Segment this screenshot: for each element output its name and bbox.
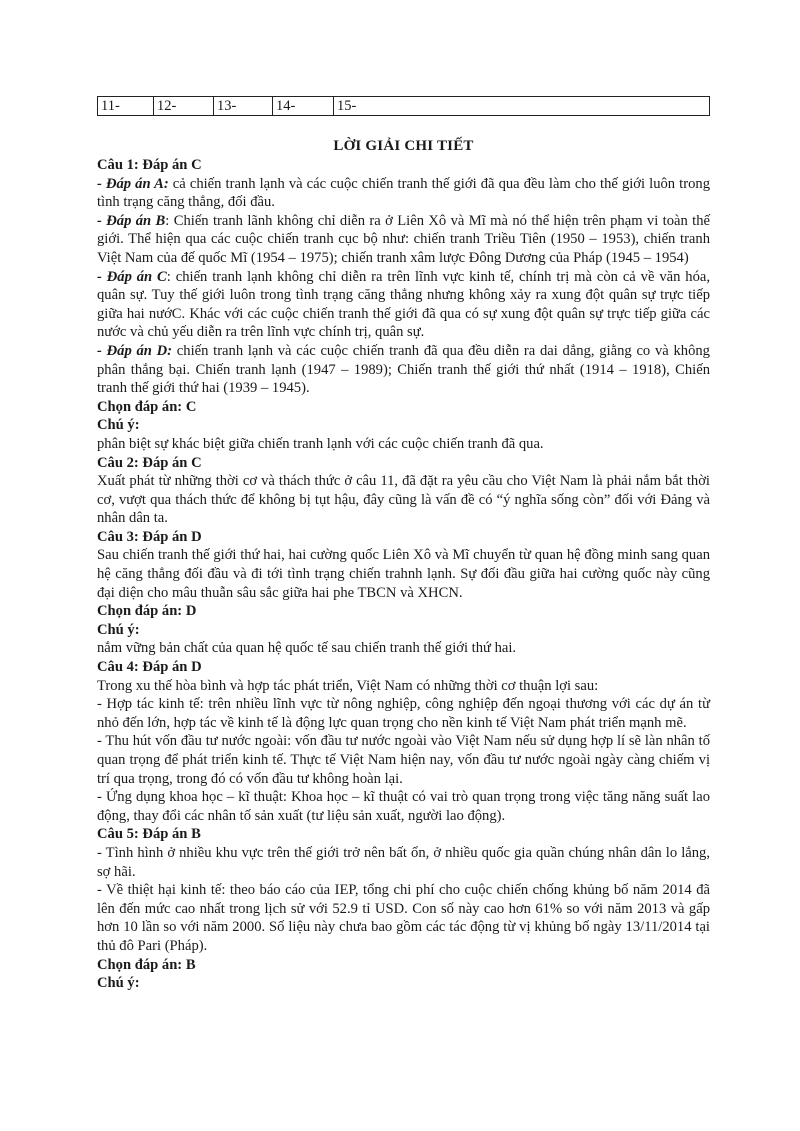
option-explanation (97, 175, 710, 212)
option-label: - Đáp án B (97, 212, 166, 229)
option-explanation (97, 268, 710, 342)
answer-heading: Chọn đáp án: D (97, 603, 197, 620)
body-paragraph: - Ứng dụng khoa học – kĩ thuật: Khoa học – kĩ thuật có vai trò quan trọng trong việc tăng năng suất lao động, thay đổi các nhân tố sản xuất (tư liệu sản xuất, người lao động). (97, 789, 710, 824)
option-explanation (97, 212, 710, 268)
answer-heading: Chọn đáp án: C (97, 398, 197, 415)
section-title: LỜI GIẢI CHI TIẾT (333, 138, 474, 154)
option-text: : chiến tranh lạnh không chỉ diễn ra trên lĩnh vực kinh tế, chính trị mà còn cả về văn hóa, quân sự. Tuy thế giới luôn trong tình trạng căng thẳng nhưng không xảy ra xung đột quân sự trực tiếp giữa hai nướC. Khác với các cuộc chiến tranh thế giới đã qua có sự xung đột quân sự trực tiếp giữa các nước và chủ yếu diễn ra trên lĩnh vực chính trị, quân sự. (97, 268, 710, 341)
answer-heading: Chọn đáp án: B (97, 956, 196, 973)
answer-cell: 15- (334, 97, 710, 116)
body-paragraph: - Hợp tác kinh tế: trên nhiều lĩnh vực từ nông nghiệp, công nghiệp đến ngoại thương với các dự án từ nhỏ đến lớn, hợp tác về kinh tế là động lực quan trọng cho nền kinh tế Việt Nam phát triển mạnh mẽ. (97, 696, 710, 731)
answer-heading: Chú ý: (97, 621, 140, 638)
option-text: : Chiến tranh lãnh không chỉ diễn ra ở Liên Xô và Mĩ mà nó thể hiện trên phạm vi toàn thế giới. Thể hiện qua các cuộc chiến tranh cục bộ như: chiến tranh Triều Tiên (1950 – 1953), chiến tranh Việt Nam của đế quốc Mĩ (1954 – 1975); chiến tranh xâm lược Đông Dương của Pháp (1945 – 1954) (97, 212, 710, 266)
body-paragraph: - Tình hình ở nhiều khu vực trên thế giới trở nên bất ổn, ở nhiều quốc gia quần chúng nhân dân lo lắng, sợ hãi. (97, 844, 710, 880)
answer-heading: Câu 4: Đáp án D (97, 659, 202, 676)
body-paragraph: Sau chiến tranh thế giới thứ hai, hai cường quốc Liên Xô và Mĩ chuyển từ quan hệ đồng minh sang quan hệ căng thẳng đối đầu và đi tới tình trạng chiến trahnh lạnh. Sự đối đầu giữa hai cường quốc này cũng đại diện cho mâu thuẫn sâu sắc giữa hai phe TBCN và XHCN. (97, 547, 710, 601)
answer-table (97, 96, 710, 116)
option-text: cả chiến tranh lạnh và các cuộc chiến tranh thế giới đã qua đều làm cho thế giới luôn trong tình trạng căng thẳng, đối đầu. (97, 175, 710, 211)
option-explanation (97, 342, 710, 398)
body-paragraph: Xuất phát từ những thời cơ và thách thức ở câu 11, đã đặt ra yêu cầu cho Việt Nam là phải nắm bắt thời cơ, vượt qua thách thức để không bị tụt hậu, đây cũng là vấn đề có “ý nghĩa sống còn” đối với Đảng và nhân dân ta. (97, 473, 710, 527)
answer-heading: Chú ý: (97, 417, 140, 434)
answer-cell: 14- (273, 97, 334, 116)
body-paragraph: nắm vững bản chất của quan hệ quốc tế sau chiến tranh thế giới thứ hai. (97, 640, 517, 657)
answer-heading: Câu 3: Đáp án D (97, 528, 202, 545)
body-paragraph: - Thu hút vốn đầu tư nước ngoài: vốn đầu tư nước ngoài vào Việt Nam nếu sử dụng hợp lí sẽ làn nhân tố quan trọng để phát triển kinh tế. Thực tế Việt Nam hiện nay, vốn đầu tư nước ngoài ngày càng chiếm vị trí qua trọng, trong đó có vốn đầu tư không hoàn lại. (97, 733, 710, 787)
solution-content (97, 156, 710, 993)
answer-heading: Câu 1: Đáp án C (97, 157, 202, 173)
answer-cell: 11- (98, 97, 154, 116)
option-label: - Đáp án C (97, 268, 167, 285)
answer-cell: 13- (214, 97, 273, 116)
option-label: - Đáp án A: (97, 175, 169, 192)
body-paragraph: phân biệt sự khác biệt giữa chiến tranh lạnh với các cuộc chiến tranh đã qua. (97, 435, 544, 452)
body-paragraph: Trong xu thế hòa bình và hợp tác phát triển, Việt Nam có những thời cơ thuận lợi sau: (97, 677, 599, 694)
option-text: chiến tranh lạnh và các cuộc chiến tranh đã qua đều diễn ra dai dẳng, giằng co và không phân thắng bại. Chiến tranh lạnh (1947 – 1989); Chiến tranh thế giới thứ nhất (1914 – 1918), Chiến tranh thế giới thứ hai (1939 – 1945). (97, 342, 710, 397)
answer-table-row (98, 97, 710, 116)
answer-heading: Chú ý: (97, 975, 140, 992)
body-paragraph: - Về thiệt hại kinh tế: theo báo cáo của IEP, tổng chi phí cho cuộc chiến chống khủng bố năm 2014 đã lên đến mức cao nhất trong lịch sử với 52.9 tỉ USD. Con số này cao hơn 61% so với năm 2013 và gấp hơn 10 lần so với năm 2000. Số liệu này chưa bao gồm các tác động từ vị khủng bố ngày 13/11/2014 tại thủ đô Pari (Pháp). (97, 882, 710, 954)
option-label: - Đáp án D: (97, 342, 173, 359)
answer-heading: Câu 5: Đáp án B (97, 826, 201, 843)
answer-heading: Câu 2: Đáp án C (97, 454, 202, 471)
answer-cell: 12- (154, 97, 214, 116)
document-page (97, 96, 710, 993)
